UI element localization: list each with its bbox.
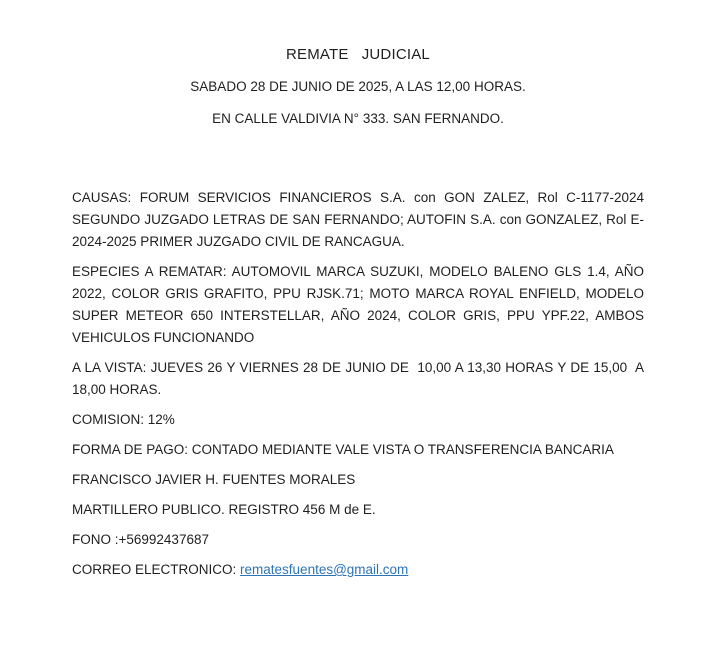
comision-paragraph: COMISION: 12% <box>72 412 175 427</box>
vista-paragraph: A LA VISTA: JUEVES 26 Y VIERNES 28 DE JUNIO DE 10,00 A 13,30 HORAS Y DE 15,00 A 18,00 HORAS. <box>72 360 648 397</box>
martillero-registro-paragraph: MARTILLERO PUBLICO. REGISTRO 456 M de E. <box>72 502 376 517</box>
correo-paragraph <box>72 559 644 581</box>
causas-paragraph: CAUSAS: FORUM SERVICIOS FINANCIEROS S.A. con GON ZALEZ, Rol C-1177-2024 SEGUNDO JUZGADO LETRAS DE SAN FERNANDO; AUTOFIN S.A. con GONZALEZ, Rol E-2024-2025 PRIMER JUZGADO CIVIL DE RANCAGUA. <box>72 190 648 249</box>
correo-label: CORREO ELECTRONICO: <box>72 562 241 577</box>
page-title: REMATE JUDICIAL <box>286 46 430 63</box>
forma-pago-paragraph: FORMA DE PAGO: CONTADO MEDIANTE VALE VISTA O TRANSFERENCIA BANCARIA <box>72 442 614 457</box>
location-line: EN CALLE VALDIVIA N° 333. SAN FERNANDO. <box>212 111 504 126</box>
email-link[interactable]: rematesfuentes@gmail.com <box>240 562 409 577</box>
especies-paragraph: ESPECIES A REMATAR: AUTOMOVIL MARCA SUZUKI, MODELO BALENO GLS 1.4, AÑO 2022, COLOR GRIS GRAFITO, PPU RJSK.71; MOTO MARCA ROYAL ENFIELD, MODELO SUPER METEOR 650 INTERSTELLAR, AÑO 2024, COLOR GRIS, PPU YPF.22, AMBOS VEHICULOS FUNCIONANDO <box>72 264 648 345</box>
fono-paragraph: FONO :+56992437687 <box>72 532 209 547</box>
document-header <box>0 0 716 126</box>
martillero-nombre-paragraph: FRANCISCO JAVIER H. FUENTES MORALES <box>72 472 356 487</box>
date-line: SABADO 28 DE JUNIO DE 2025, A LAS 12,00 HORAS. <box>190 79 526 94</box>
document-body <box>0 187 716 581</box>
